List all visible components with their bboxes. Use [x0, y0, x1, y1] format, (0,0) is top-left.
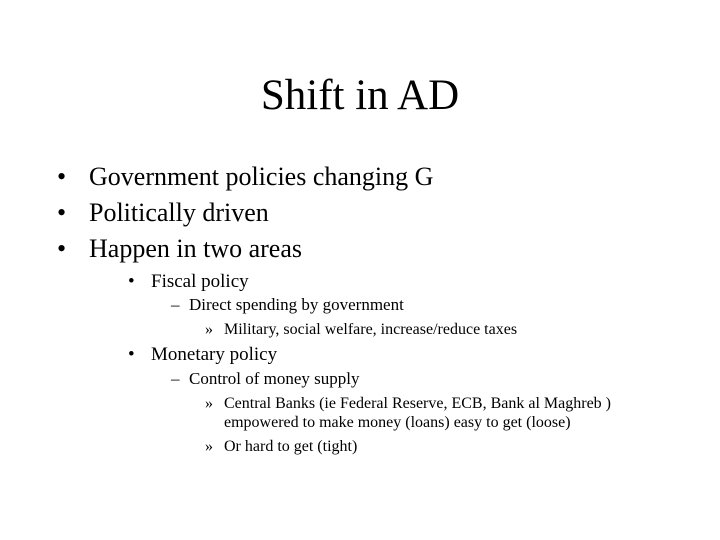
bullet-marker: •: [57, 198, 67, 227]
monetary-tight: Or hard to get (tight): [224, 438, 358, 455]
fiscal-direct-spending: Direct spending by government: [189, 295, 404, 314]
chevron-marker: »: [205, 321, 213, 338]
monetary-central-banks: Central Banks (ie Federal Reserve, ECB, Bank al Maghreb ): [224, 395, 611, 412]
bullet-two-areas: Happen in two areas: [89, 234, 302, 263]
subbullet-marker: •: [128, 271, 135, 292]
subbullet-marker: •: [128, 344, 135, 365]
monetary-control-money-supply: Control of money supply: [189, 369, 360, 388]
dash-marker: –: [171, 369, 180, 388]
monetary-policy-heading: Monetary policy: [151, 344, 278, 365]
chevron-marker: »: [205, 438, 213, 455]
bullet-marker: •: [57, 162, 67, 191]
monetary-central-banks-cont: empowered to make money (loans) easy to get (loose): [224, 414, 571, 431]
fiscal-policy-heading: Fiscal policy: [151, 271, 249, 292]
dash-marker: –: [171, 295, 180, 314]
chevron-marker: »: [205, 395, 213, 412]
slide-title: Shift in AD: [260, 72, 460, 119]
fiscal-detail: Military, social welfare, increase/reduce taxes: [224, 321, 518, 338]
bullet-government-policies: Government policies changing G: [89, 162, 434, 191]
bullet-marker: •: [57, 234, 67, 263]
bullet-politically-driven: Politically driven: [89, 198, 269, 227]
